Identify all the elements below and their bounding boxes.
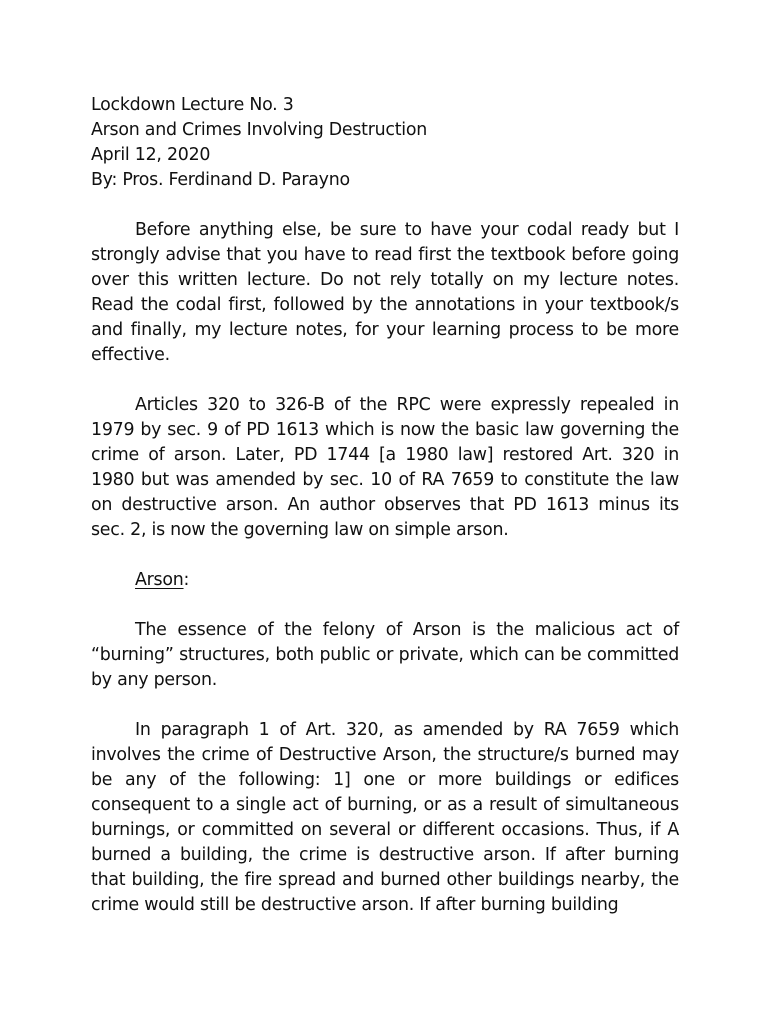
spacer (91, 543, 679, 568)
paragraph-history: Articles 320 to 326-B of the RPC were expressly repealed in 1979 by sec. 9 of PD 1613 which is now the basic law governing the crime of arson. Later, PD 1744 [a 1980 law] restored Art. 320 in 1980 but was amended by sec. 10 of RA 7659 to constitute the law on destructive arson. An author observes that PD 1613 minus its sec. 2, is now the governing law on simple arson. (91, 395, 679, 540)
paragraph-essence: The essence of the felony of Arson is the malicious act of “burning” structures, both public or private, which can be committed by any person. (91, 620, 679, 690)
spacer (91, 693, 679, 718)
lecture-subtitle: Arson and Crimes Involving Destruction (91, 120, 428, 140)
document-page (91, 93, 679, 918)
lecture-title: Lockdown Lecture No. 3 (91, 95, 294, 115)
paragraph-intro: Before anything else, be sure to have your codal ready but I strongly advise that you have to read first the textbook before going over this written lecture. Do not rely totally on my lecture notes. Read the codal first, followed by the annotations in your textbook/s and finally, my lecture notes, for your learning process to be more effective. (91, 220, 679, 365)
section-heading-text: Arson (135, 570, 184, 590)
spacer (91, 593, 679, 618)
paragraph-destructive-arson: In paragraph 1 of Art. 320, as amended by RA 7659 which involves the crime of Destructive Arson, the structure/s burned may be any of the following: 1] one or more buildings or edifices consequent to a single act of burning, or as a result of simultaneous burnings, or committed on several or different occasions. Thus, if A burned a building, the crime is destructive arson. If after burning that building, the fire spread and burned other buildings nearby, the crime would still be destructive arson. If after burning building (91, 720, 679, 915)
lecture-date: April 12, 2020 (91, 145, 211, 165)
section-heading (91, 568, 679, 593)
section-heading-colon: : (183, 570, 190, 590)
spacer (91, 368, 679, 393)
lecture-author: By: Pros. Ferdinand D. Parayno (91, 170, 350, 190)
spacer (91, 193, 679, 218)
